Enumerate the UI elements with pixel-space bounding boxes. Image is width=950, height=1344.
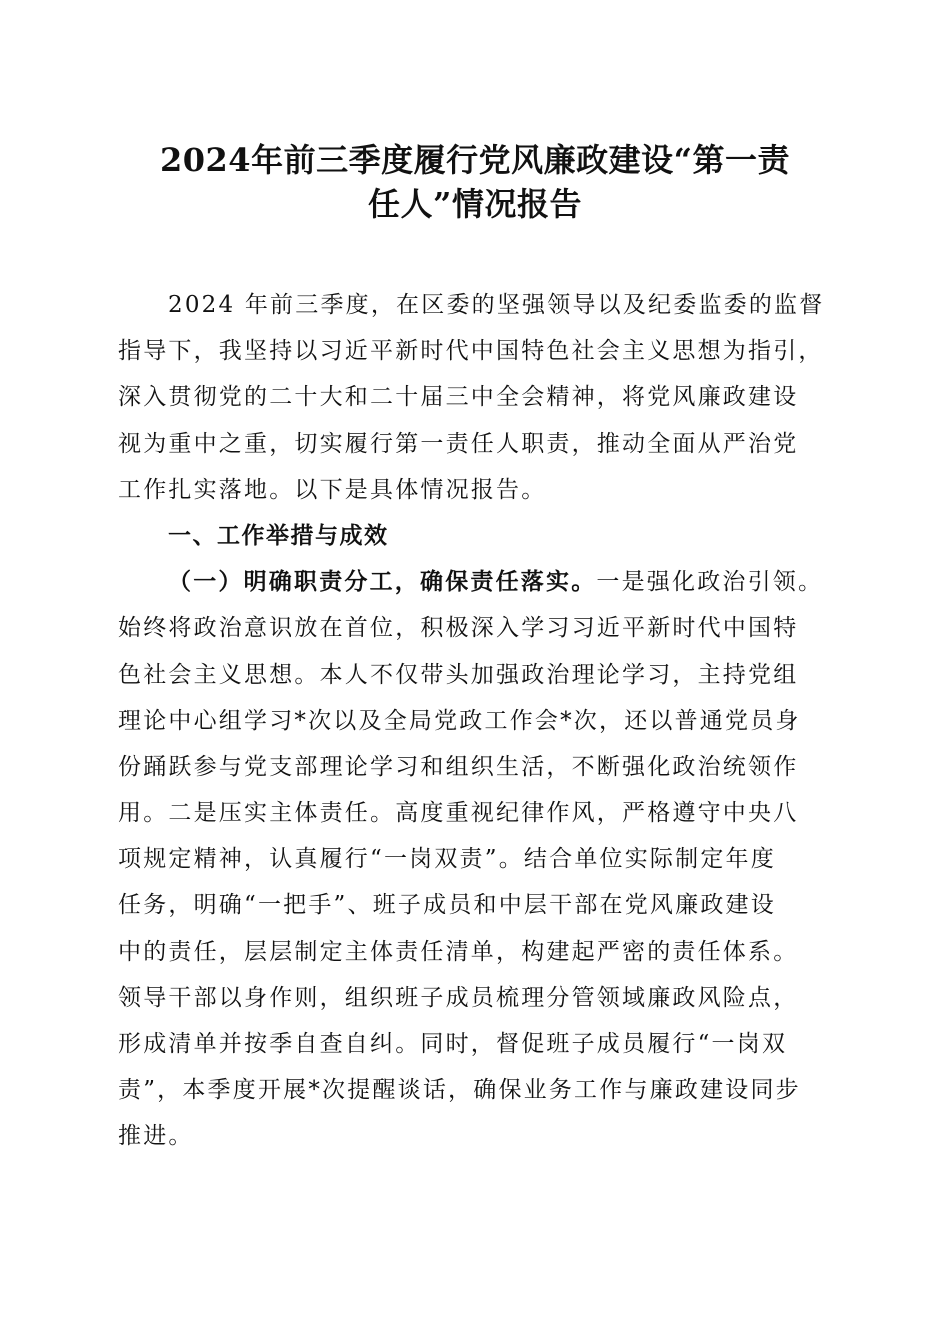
intro-line-2: 指导下，我坚持以习近平新时代中国特色社会主义思想为指引， bbox=[118, 338, 824, 365]
intro-line-4: 视为重中之重，切实履行第一责任人职责，推动全面从严治党 bbox=[118, 430, 799, 457]
subsection-first-line bbox=[118, 559, 838, 605]
document-body bbox=[118, 282, 838, 1160]
paragraph-line: 任务，明确“一把手”、班子成员和中层干部在党风廉政建设 bbox=[118, 892, 776, 919]
document-title bbox=[120, 138, 830, 226]
intro-paragraph bbox=[118, 282, 838, 513]
paragraph-line: 始终将政治意识放在首位，积极深入学习习近平新时代中国特 bbox=[118, 615, 799, 642]
paragraph-line: 责”，本季度开展*次提醒谈话，确保业务工作与廉政建设同步 bbox=[118, 1077, 801, 1104]
intro-line-3: 深入贯彻党的二十大和二十届三中全会精神，将党风廉政建设 bbox=[118, 384, 799, 411]
intro-line-5: 工作扎实落地。以下是具体情况报告。 bbox=[118, 476, 547, 503]
subsection-paragraph bbox=[118, 559, 838, 1159]
title-line-2: 任人”情况报告 bbox=[368, 185, 582, 223]
subsection-heading: （一）明确职责分工，确保责任落实。 bbox=[168, 568, 597, 596]
subsection-first-line-rest: 一是强化政治引领。 bbox=[596, 569, 824, 596]
paragraph-line: 项规定精神，认真履行“一岗双责”。结合单位实际制定年度 bbox=[118, 846, 776, 873]
title-line-1: 2024年前三季度履行党风廉政建设“第一责 bbox=[160, 141, 790, 179]
intro-line-1: 2024 年前三季度，在区委的坚强领导以及纪委监委的监督 bbox=[168, 292, 825, 318]
paragraph-line: 色社会主义思想。本人不仅带头加强政治理论学习，主持党组 bbox=[118, 661, 799, 688]
paragraph-line: 理论中心组学习*次以及全局党政工作会*次，还以普通党员身 bbox=[118, 707, 801, 734]
paragraph-line: 形成清单并按季自查自纠。同时，督促班子成员履行“一岗双 bbox=[118, 1031, 788, 1057]
paragraph-line: 领导干部以身作则，组织班子成员梳理分管领域廉政风险点， bbox=[118, 984, 799, 1011]
paragraph-line: 推进。 bbox=[118, 1123, 194, 1150]
paragraph-line: 中的责任，层层制定主体责任清单，构建起严密的责任体系。 bbox=[118, 938, 799, 965]
section-heading: 一、工作举措与成效 bbox=[168, 522, 389, 549]
paragraph-line: 用。二是压实主体责任。高度重视纪律作风，严格遵守中央八 bbox=[118, 800, 799, 827]
paragraph-line: 份踊跃参与党支部理论学习和组织生活，不断强化政治统领作 bbox=[118, 753, 799, 780]
